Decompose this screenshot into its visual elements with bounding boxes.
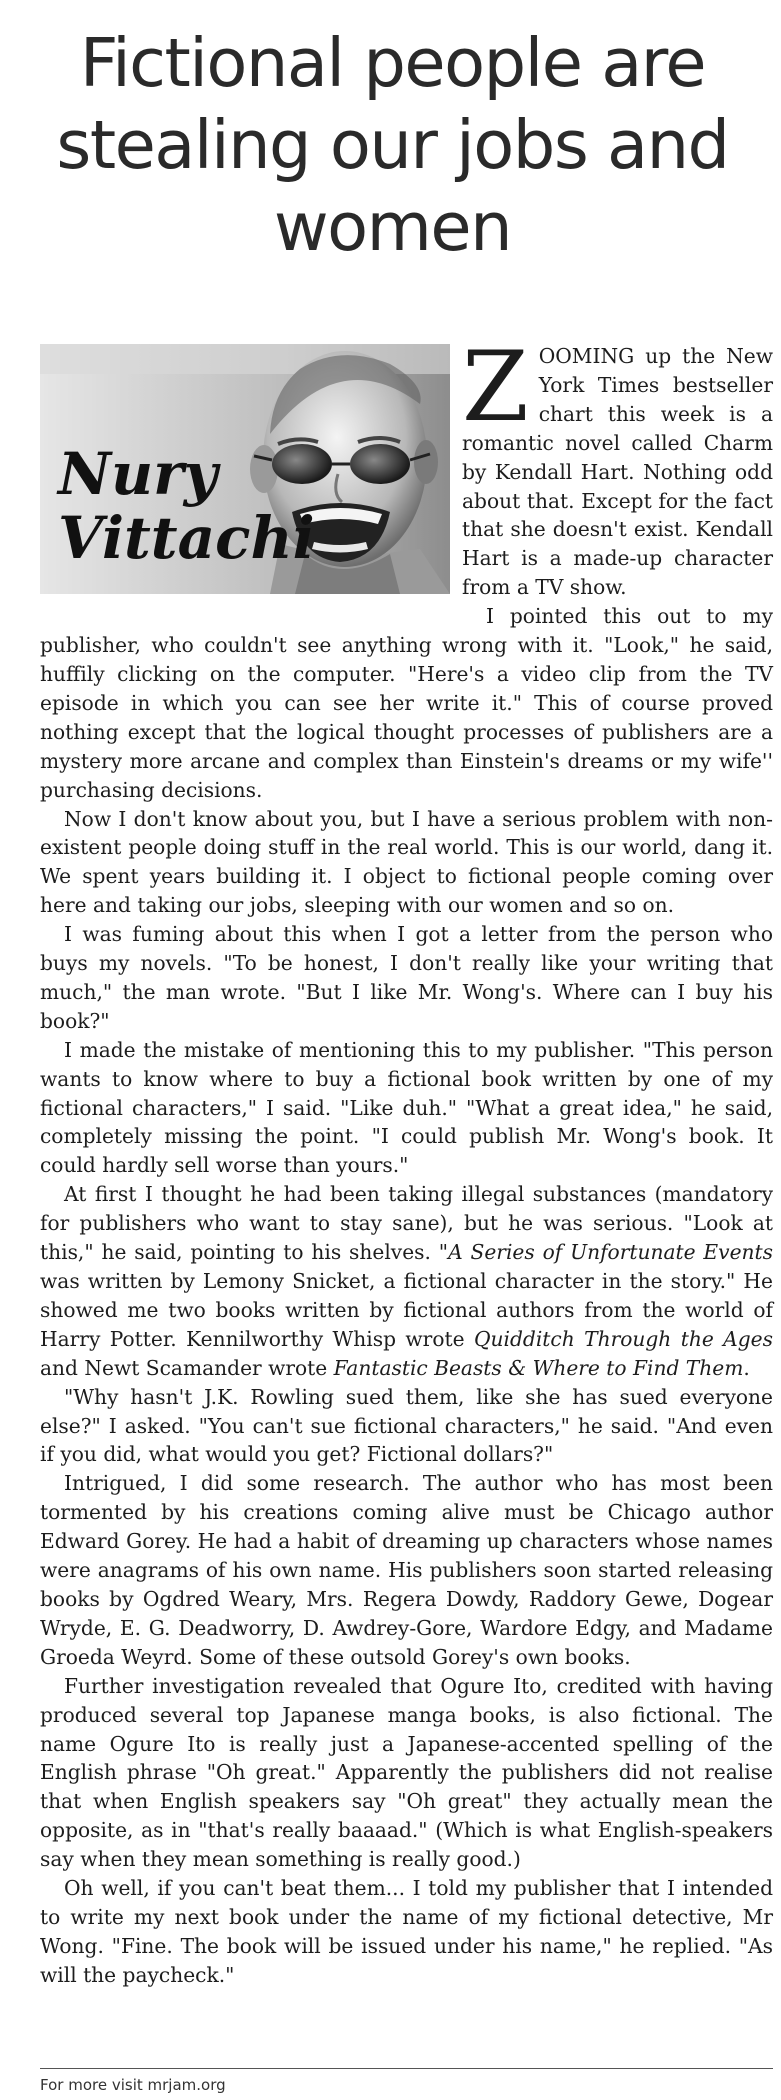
paragraph-text: At first I thought he had been taking illegal substances (mandatory for publishers who want to stay sane), but he was serious. "Look at this," he said, pointing to his shelves. " [40, 1182, 773, 1265]
paragraph-text: . [743, 1355, 750, 1380]
article-body [40, 331, 773, 1990]
headline: Fictional people are stealing our jobs and women [56, 24, 729, 266]
article-paragraph: "Why hasn't J.K. Rowling sued them, like she has sued everyone else?" I asked. "You can't sue fictional characters," he said. "And even if you did, what would you get? Fictional dollars?" [40, 1384, 773, 1467]
article-paragraph: I made the mistake of mentioning this to my publisher. "This person wants to know where to buy a fictional book written by one of my fictional characters," I said. "Like duh." "What a great idea," he said, completely missing the point. "I could publish Mr. Wong's book. It could hardly sell worse than yours." [40, 1037, 773, 1178]
lead-text: OOMING up the New York Times bestseller chart this week is a romantic novel called Charm by Kendall Hart. Nothing odd about that. Except for the fact that she doesn't exist. Kendall Hart is a made-up character from a TV show. [462, 344, 773, 600]
book-title: Quidditch Through the Ages [473, 1326, 773, 1351]
image-float-spacer [40, 342, 462, 627]
article-paragraph: I pointed this out to my publisher, who couldn't see anything wrong with it. "Look," he said, huffily clicking on the computer. "Here's a video clip from the TV episode in which you can see her write it." This of course proved nothing except that the logical thought processes of publishers are a mystery more arcane and complex than Einstein's dreams or my wife'' purchasing decisions. [40, 604, 773, 802]
article-paragraph: Now I don't know about you, but I have a serious problem with non-existent people doing stuff in the real world. This is our world, dang it. We spent years building it. I object to fictional people coming over here and taking our jobs, sleeping with our women and so on. [40, 806, 773, 918]
article-paragraph [40, 1180, 773, 1382]
footer-note: For more visit mrjam.org [40, 2076, 226, 2094]
byline-name-first: Nury [58, 440, 218, 508]
book-title: Fantastic Beasts & Where to Find Them [333, 1355, 744, 1380]
article-paragraph: Oh well, if you can't beat them... I told my publisher that I intended to write my next book under the name of my fictional detective, Mr Wong. "Fine. The book will be issued under his name," he replied. "As will the paycheck." [40, 1876, 773, 1987]
article-paragraph: I was fuming about this when I got a letter from the person who buys my novels. "To be honest, I don't really like your writing that much," the man wrote. "But I like Mr. Wong's. Where can I buy his book?" [40, 922, 773, 1033]
article-paragraph: Intrigued, I did some research. The author who has most been tormented by his creations coming alive must be Chicago author Edward Gorey. He had a habit of dreaming up characters whose names were anagrams of his own name. His publishers soon started releasing books by Ogdred Weary, Mrs. Regera Dowdy, Raddory Gewe, Dogear Wryde, E. G. Deadworry, D. Awdrey-Gore, Wardore Edgy, and Madame Groeda Weyrd. Some of these outsold Gorey's own books. [40, 1471, 773, 1669]
paragraph-text: was written by Lemony Snicket, a fictional character in the story." He showed me two books written by fictional authors from the world of Harry Potter. Kennilworthy Whisp wrote [40, 1269, 773, 1351]
footer-divider [40, 2068, 773, 2069]
article-paragraph: Further investigation revealed that Ogure Ito, credited with having produced several top Japanese manga books, is also fictional. The name Ogure Ito is really just a Japanese-accented spelling of the English phrase "Oh great." Apparently the publishers did not realise that when English speakers say "Oh great" they actually mean the opposite, as in "that's really baaaad." (Which is what English-speakers say when they mean something is really good.) [40, 1673, 773, 1872]
paragraph-text: and Newt Scamander wrote [40, 1355, 334, 1380]
book-title: A Series of Unfortunate Events [448, 1240, 773, 1265]
byline-name-last: Vittachi [58, 504, 315, 572]
drop-cap: Z [462, 331, 529, 443]
